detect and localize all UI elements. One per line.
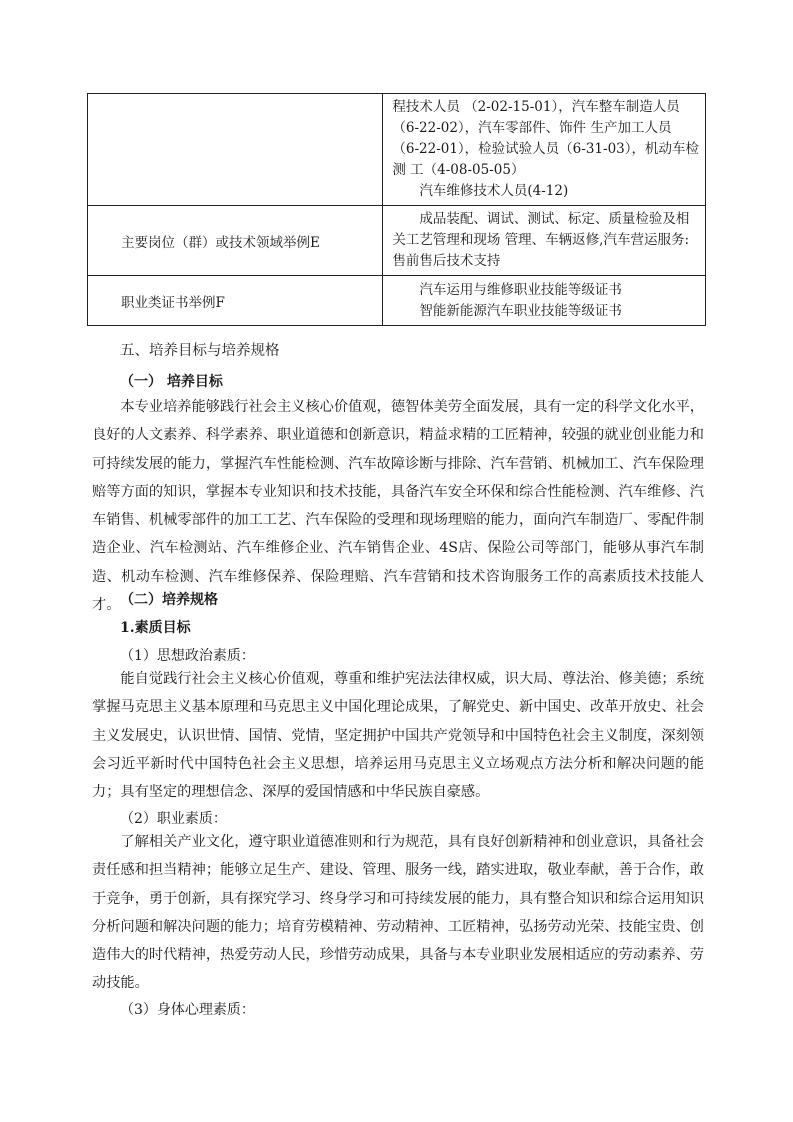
table-cell-empty (88, 94, 383, 206)
table-cell-line: 汽车运用与维修职业技能等级证书 (419, 281, 622, 298)
paragraph-label: （1）思想政治素质： (120, 648, 255, 664)
table-row (88, 206, 706, 276)
table-cell-label: 主要岗位（群）或技术领域举例E (88, 206, 383, 276)
table-cell-line: 测 工（4-08-05-05） (392, 162, 525, 178)
subsection-heading: （一） 培养目标 (120, 374, 223, 390)
paragraph-training-goal: 本专业培养能够践行社会主义核心价值观，德智体美劳全面发展，具有一定的科学文化水平，良好的人文素养、科学素养、职业道德和创新意识，精益求精的工匠精神，较强的就业创业能力和可持续发展的能力，掌握汽车性能检测、汽车故障诊断与排除、汽车营销、机械加工、汽车保险理赔等方面的知识，掌握本专业知识和技术技能，具备汽车安全环保和综合性能检测、汽车维修、汽车销售、机械零部件的加工工艺、汽车保险的受理和现场理赔的能力，面向汽车制造厂、零配件制造企业、汽车检测站、汽车维修企业、汽车销售企业、4S店、保险公司等部门，能够从事汽车制造、机动车检测、汽车维修保养、保险理赔、汽车营销和技术咨询服务工作的高素质技术技能人才。 (92, 399, 704, 614)
item-heading: 1.素质目标 (120, 620, 191, 636)
table-cell-certificates (383, 276, 706, 326)
table-cell-line: 智能新能源汽车职业技能等级证书 (419, 302, 622, 319)
paragraph-label: （2）职业素质： (120, 811, 227, 827)
table-cell-line: 关工艺管理和现场 管理、车辆返修,汽车营运服务: (392, 232, 689, 248)
table-cell-line: 汽车维修技术人员(4-12) (419, 183, 569, 199)
table-cell-line: 成品装配、调试、测试、标定、质量检验及相 (419, 211, 690, 227)
table-cell-line: 售前售后技术支持 (392, 253, 501, 269)
table-row (88, 276, 706, 326)
table-cell-positions (383, 206, 706, 276)
paragraph-political-quality: 能自觉践行社会主义核心价值观，尊重和维护宪法法律权威，识大局、尊法治、修美德；系统掌握马克思主义基本原理和马克思主义中国化理论成果，了解党史、新中国史、改革开放史、社会主义发展史，认识世情、国情、党情，坚定拥护中国共产党领导和中国特色社会主义制度，深刻领会习近平新时代中国特色社会主义思想，培养运用马克思主义立场观点方法分析和解决问题的能力；具有坚定的理想信念、深厚的爱国情感和中华民族自豪感。 (92, 671, 704, 801)
section-heading: 五、培养目标与培养规格 (120, 343, 280, 359)
table-cell-line: （6-22-01），检验试验人员（6-31-03），机动车检 (392, 141, 699, 157)
table-cell-line: 程技术人员 （2-02-15-01），汽车整车制造人员 (392, 99, 680, 115)
occupation-table (87, 93, 706, 326)
table-cell-occupations (383, 94, 706, 206)
subsection-heading: （二）培养规格 (120, 592, 218, 608)
paragraph-professional-quality: 了解相关产业文化，遵守职业道德准则和行为规范，具有良好创新精神和创业意识，具备社会责任感和担当精神；能够立足生产、建设、管理、服务一线，踏实进取，敬业奉献，善于合作，敢于竞争，勇于创新，具有探究学习、终身学习和可持续发展的能力，具有整合知识和综合运用知识分析问题和解决问题的能力；培育劳模精神、劳动精神、工匠精神，弘扬劳动光荣、技能宝贵、创造伟大的时代精神，热爱劳动人民，珍惜劳动成果，具备与本专业职业发展相适应的劳动素养、劳动技能。 (92, 834, 704, 992)
table-cell-label: 职业类证书举例F (88, 276, 383, 326)
paragraph-label: （3）身体心理素质： (120, 1002, 255, 1018)
table-row (88, 94, 706, 206)
table-cell-line: （6-22-02），汽车零部件、饰件 生产加工人员 (392, 120, 672, 136)
